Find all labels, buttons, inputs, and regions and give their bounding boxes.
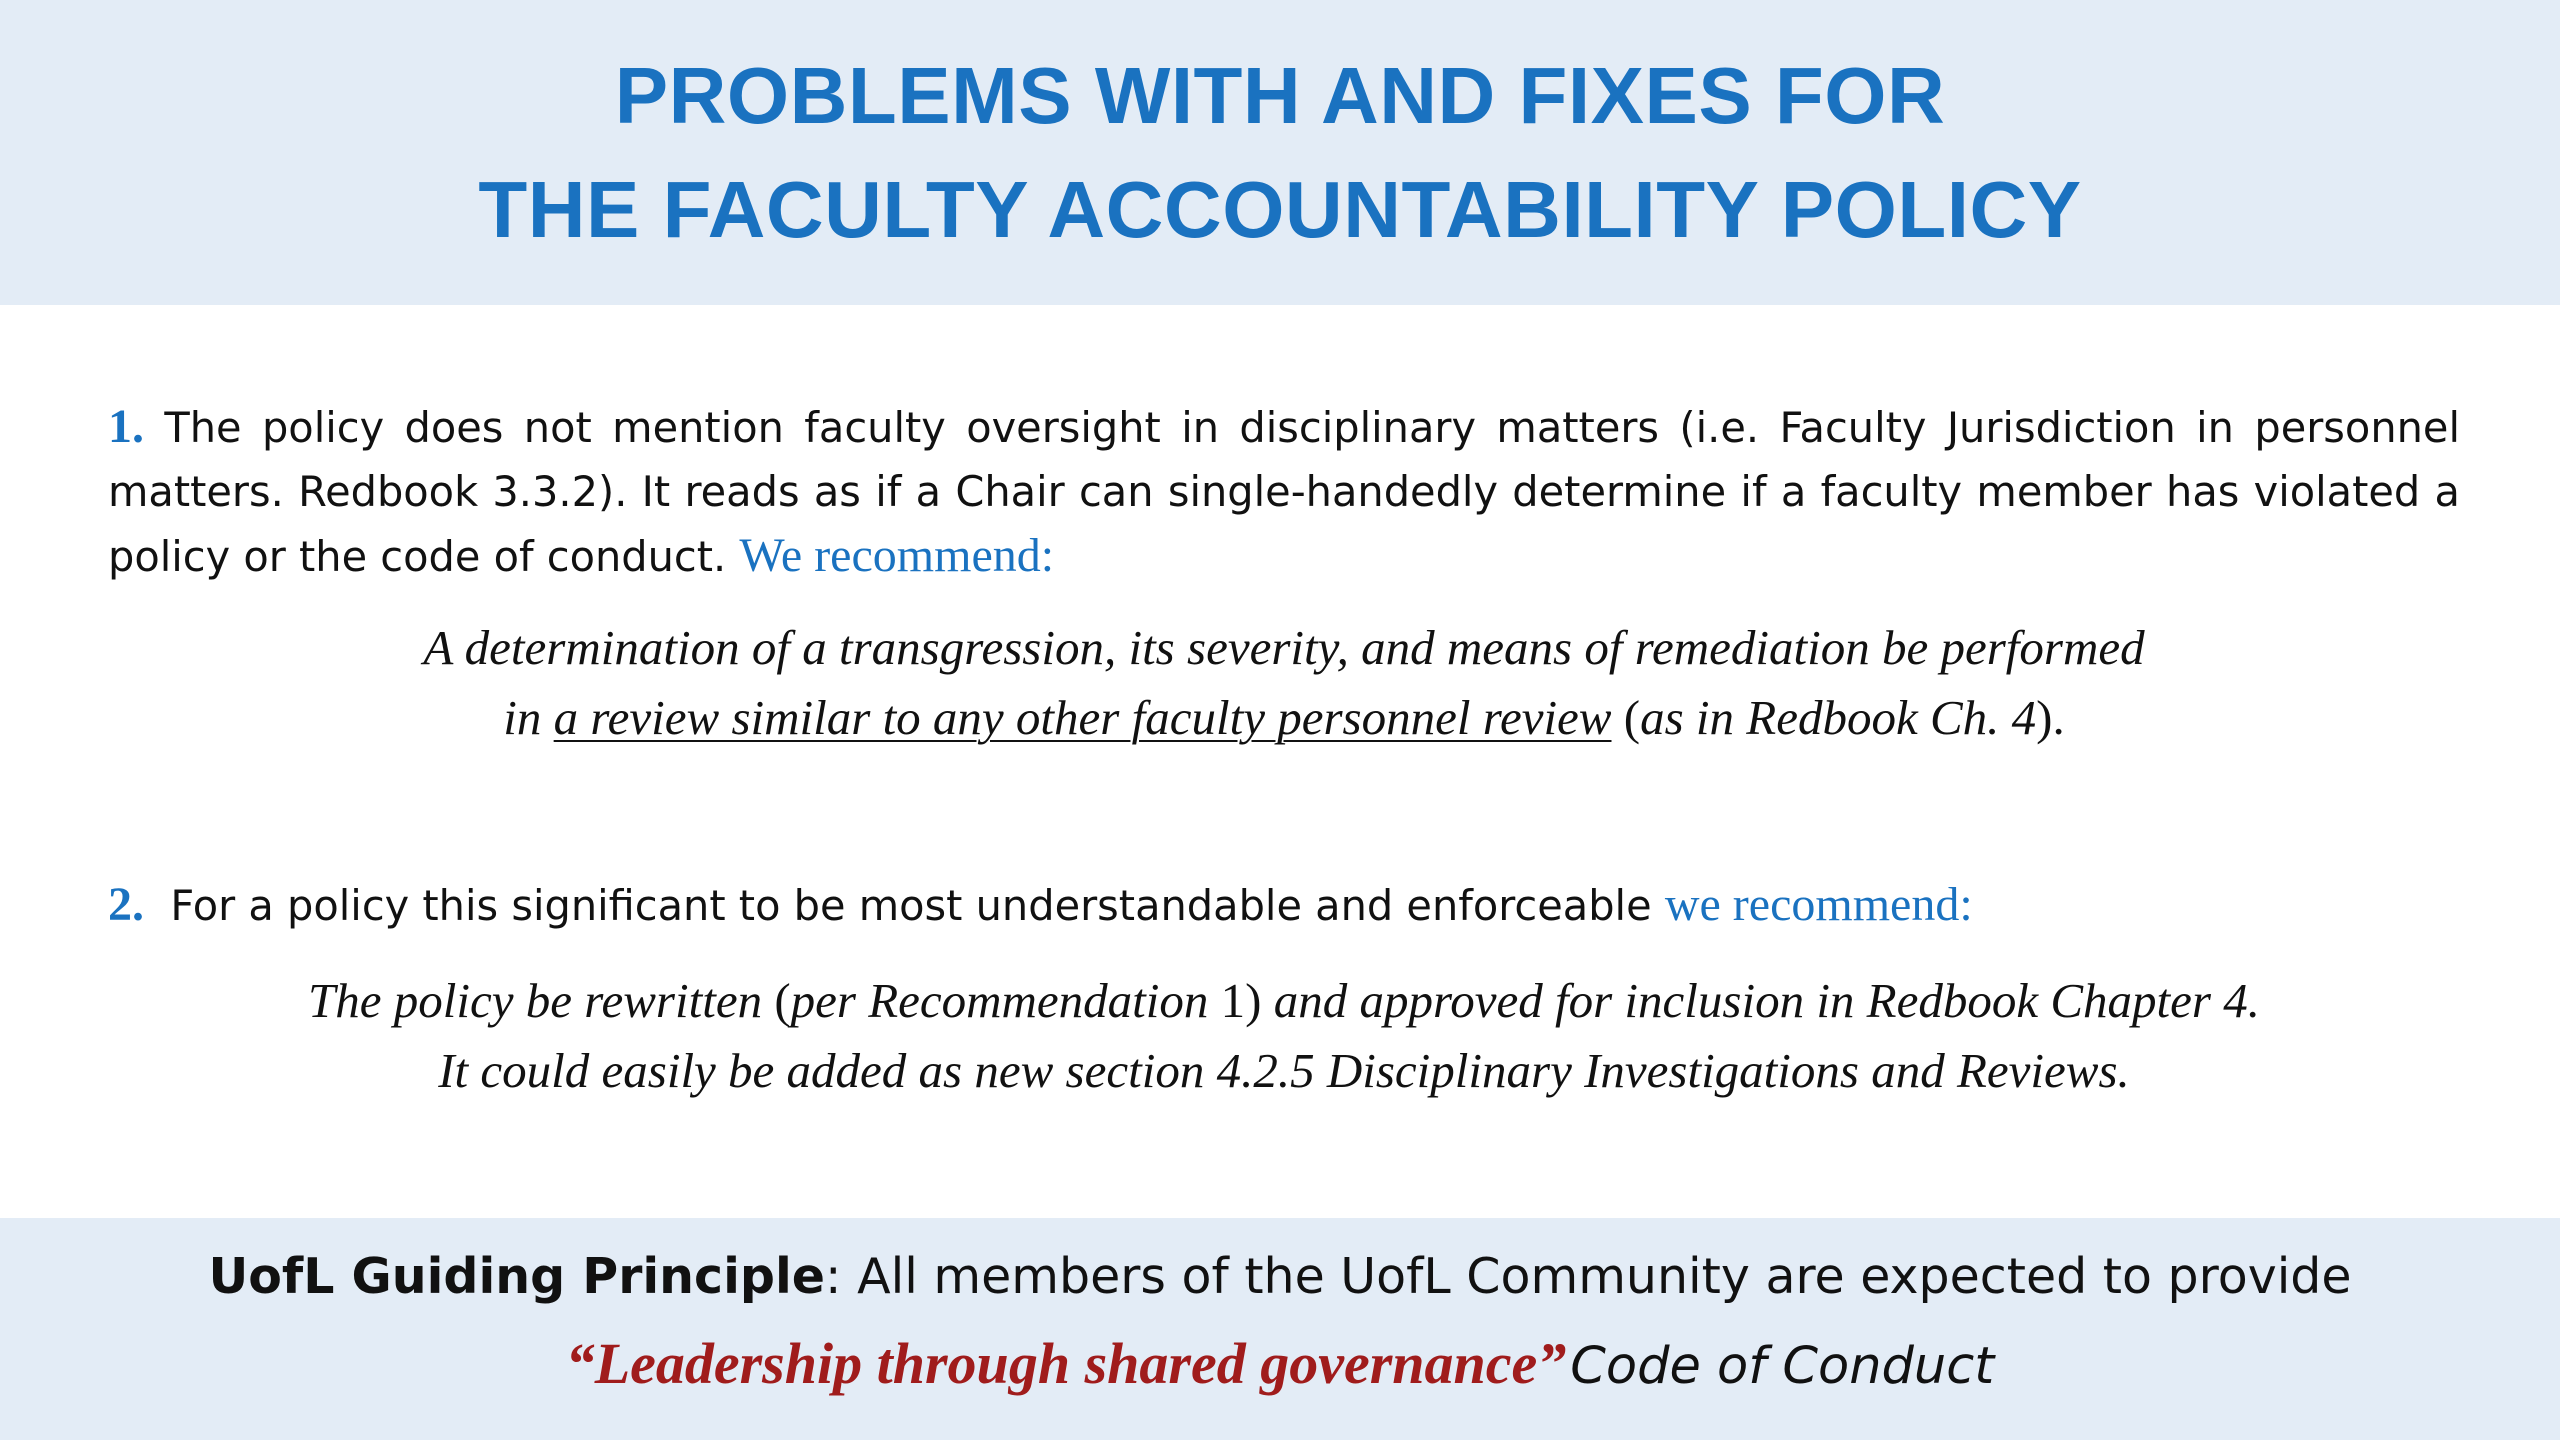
guiding-principle-label: UofL Guiding Principle [208, 1247, 825, 1305]
code-of-conduct: Code of Conduct [1570, 1336, 1995, 1396]
item-2-quote [108, 966, 2460, 1106]
header-band [0, 0, 2560, 305]
guiding-principle-colon: : [824, 1247, 842, 1305]
item-1-quote-prefix: in [503, 690, 542, 745]
item-2-text: For a policy this significant to be most understandable and enforceable [170, 881, 1652, 930]
item-2-quote-line1c: and approved for inclusion in Redbook Chapter 4. [1273, 973, 2260, 1028]
content-area [108, 395, 2460, 1106]
item-2-quote-paren-open: ( [774, 973, 791, 1028]
item-2-quote-line2: It could easily be added as new section 4.2.5 Disciplinary Investigations and Reviews. [438, 1043, 2130, 1098]
item-2-recommend: we recommend: [1664, 878, 1973, 931]
item-1-quote [108, 613, 2460, 753]
item-1-quote-paren-open: ( [1623, 690, 1641, 745]
item-1-quote-line1: A determination of a transgression, its severity, and means of remediation be performed [423, 620, 2145, 675]
item-2-quote-num: 1 [1220, 973, 1246, 1028]
item-1-quote-paren-close: ). [2036, 690, 2065, 745]
item-1-text: The policy does not mention faculty oversight in disciplinary matters (i.e. Faculty Jurisdiction in personnel matters. Redbook 3.3.2). It reads as if a Chair can single-handedly determine if a faculty member has violated a policy or the code of conduct. [108, 403, 2460, 581]
item-2-quote-line1a: The policy be rewritten [308, 973, 763, 1028]
footer-band [0, 1218, 2560, 1440]
item-1-number: 1. [108, 400, 144, 453]
item-1-paragraph [108, 395, 2460, 589]
item-2-quote-line1b: per Recommendation [790, 973, 1209, 1028]
item-1-recommend: We recommend: [739, 529, 1055, 582]
item-1-quote-suffix: as in Redbook Ch. 4 [1640, 690, 2037, 745]
item-1-quote-underlined: a review similar to any other faculty personnel review [553, 690, 1612, 745]
item-2-quote-paren-close: ) [1245, 973, 1262, 1028]
item-2-number: 2. [108, 878, 144, 931]
guiding-principle [208, 1240, 2351, 1314]
title-line-2: THE FACULTY ACCOUNTABILITY POLICY [478, 164, 2082, 254]
guiding-principle-text: All members of the UofL Community are expected to provide [857, 1247, 2352, 1305]
title-line-1: PROBLEMS WITH AND FIXES FOR [614, 50, 1946, 140]
motto: “Leadership through shared governance” [565, 1330, 1567, 1396]
item-2-paragraph [108, 873, 2460, 938]
motto-line [566, 1324, 1995, 1419]
